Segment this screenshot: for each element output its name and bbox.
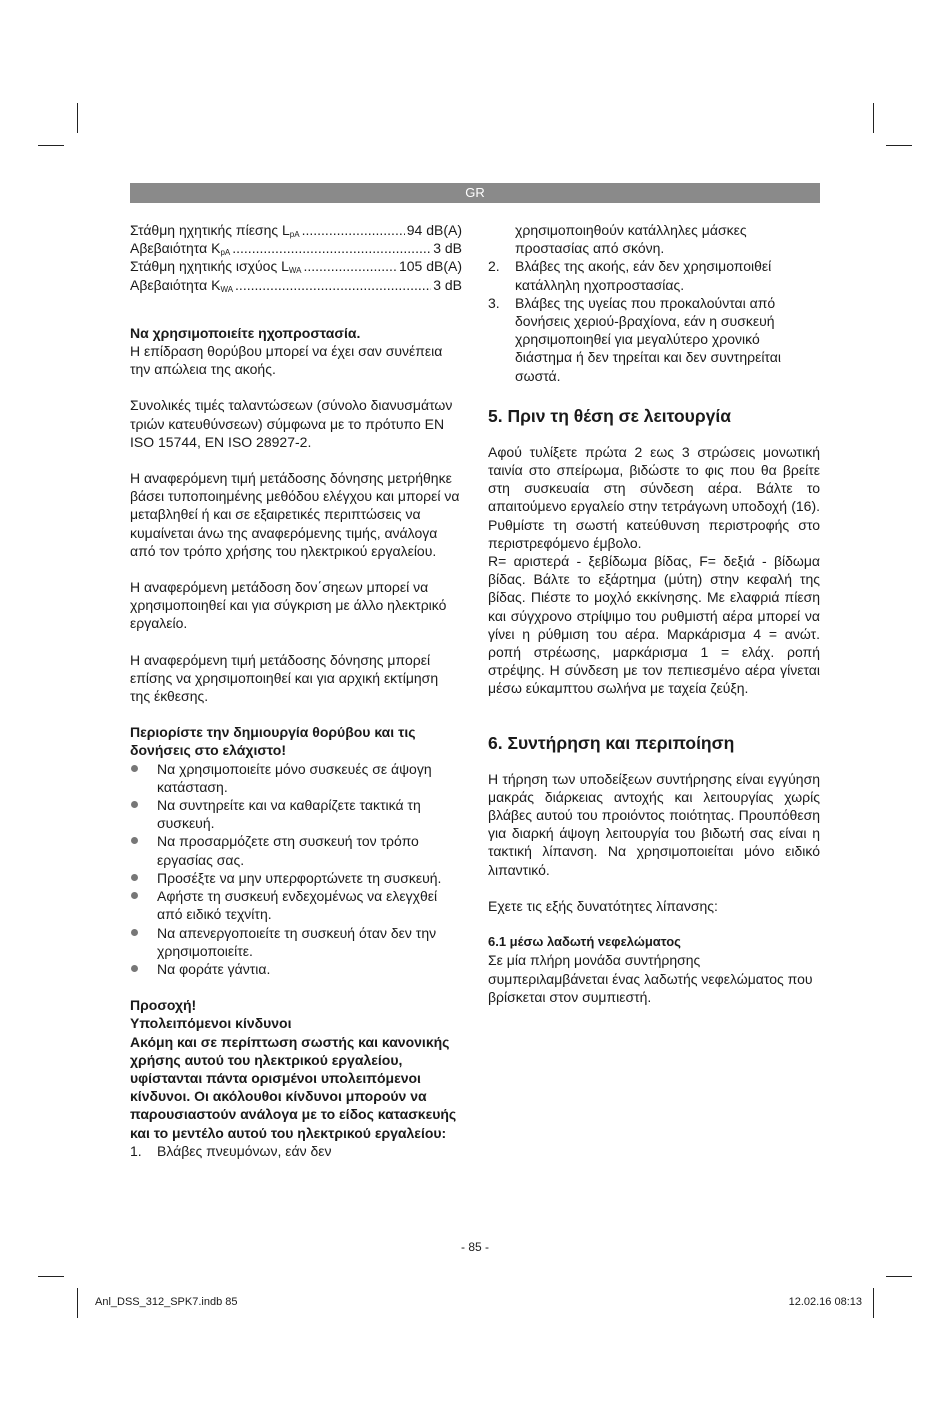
spec-row: [130, 276, 462, 294]
list-item: Να προσαρμόζετε στη συσκευή τον τρόπο εργασίας σας.: [130, 832, 462, 868]
risk-list-continued: [488, 221, 820, 385]
spec-row: [130, 257, 462, 275]
leader-dots: [303, 257, 396, 275]
list-item: Προσέξτε να μην υπερφορτώνετε τη συσκευή.: [130, 869, 462, 887]
spec-value: 3 dB: [433, 240, 462, 257]
hearing-protection-heading: Να χρησιμοποιείτε ηχοπροστασία.: [130, 324, 361, 341]
hearing-protection-text: Η επίδραση θορύβου μπορεί να έχει σαν συνέπεια την απώλεια της ακοής.: [130, 343, 443, 378]
crop-mark: [38, 145, 64, 146]
bullet-icon: [131, 837, 138, 844]
bullet-icon: [131, 929, 138, 936]
section-5-text-2: R= αριστερά - ξεβίδωμα βίδας, F= δεξιά - βίδωμα βίδας. Βάλτε το εξάρτημα (μύτη) στην κεφαλή της βίδας. Πιέστε το μοχλό εκκίνησης. Με ελαφριά πίεση και σύγχρονο στρίψιμο του ρυθμιστή αέρα μπορεί να γίνει η ρύθμιση του αέρα. Μαρκάρισμα 4 = ανώτ. ροπή στρέωσης, μαρκάρισμα 1 = ελάχ. ροπή στρέψης. Η σύνδεση με τον πεπιεσμένο αέρα γίνεται μέσω εύκαμπτου σωλήνα με ταχεία ζεύξη.: [488, 553, 820, 697]
list-item: Να χρησιμοποιείτε μόνο συσκευές σε άψογη κατάσταση.: [130, 760, 462, 796]
bullet-icon: [131, 965, 138, 972]
section-5-text: Αφού τυλίξετε πρώτα 2 εως 3 στρώσεις μονωτική ταινία στο σπείρωμα, βιδώστε το φις που θα βρείτε στη συσκευαία στη σύνδεση αέρα. Βάλτε το απαιτούμενο εργαλείο στην τετράγωνη υποδοχή (16). Ρυθμίστε τη σωστή κατεύθυνση περιστροφής στο περιστρεφόμενο έμβολο.: [488, 443, 820, 551]
spec-row: [130, 239, 462, 257]
risk-list: [130, 1142, 462, 1160]
crop-mark: [77, 1288, 78, 1318]
bullet-icon: [131, 765, 138, 772]
spec-value: 3 dB: [433, 276, 462, 293]
spec-row: [130, 221, 462, 239]
limit-noise-list: [130, 760, 462, 978]
bullet-icon: [131, 801, 138, 808]
section-5-title: 5. Πριν τη θέση σε λειτουργία: [488, 405, 732, 426]
spec-subscript: pA: [220, 248, 231, 258]
subsection-6-1-title: 6.1 μέσω λαδωτή νεφελώματος: [488, 934, 681, 950]
caution-heading: Προσοχή!: [130, 997, 197, 1014]
vibration-compare-text: Η αναφερόμενη μετάδοση δον΄σηεων μπορεί να χρησιμοποιηθεί και για σύγκριση με άλλο ηλεκτρικό εργαλείο.: [130, 579, 447, 632]
spec-subscript: WA: [288, 266, 302, 276]
crop-mark: [873, 1288, 874, 1318]
leader-dots: [235, 276, 431, 294]
left-column: [130, 221, 462, 1160]
spec-label: Στάθμη ηχητικής πίεσης L: [130, 222, 290, 238]
vibration-measured-text: Η αναφερόμενη τιμή μετάδοσης δόνησης μετρήθηκε βάσει τυποποιημένης μεθόδου ελέγχου και μπορεί να μεταβληθεί ή και σε εξαιρετικές περιπτώσεις να κυμαίνεται άνω της αναφερόμενης τιμής, ανάλογα από τον τρόπο χρήσης του ηλεκτρικού εργαλείου.: [130, 470, 460, 559]
bullet-icon: [131, 892, 138, 899]
section-6-options: Εχετε τις εξής δυνατότητες λίπανσης:: [488, 897, 718, 914]
footer-date: 12.02.16 08:13: [788, 1296, 862, 1308]
crop-mark: [886, 1276, 912, 1277]
list-item: Να απενεργοποιείτε τη συσκευή όταν δεν την χρησιμοποιείτε.: [130, 924, 462, 960]
list-item: 3. Βλάβες της υγείας που προκαλούνται από δονήσεις χεριού-βραχίονα, εάν η συσκευή χρησιμοποιηθεί για μεγαλύτερο χρονικό διάστημα ή δεν τηρείται και δεν συντηρείται σωστά.: [488, 294, 781, 384]
page-number: - 85 -: [460, 1240, 489, 1254]
list-item: Αφήστε τη συσκευή ενδεχομένως να ελεγχθεί από ειδικό τεχνίτη.: [130, 887, 462, 923]
spec-label: Αβεβαιότητα K: [130, 240, 221, 257]
list-item: Να φοράτε γάντια.: [130, 960, 462, 978]
spec-table: [130, 221, 462, 294]
language-header-bar: GR: [130, 183, 820, 203]
list-item: 1. Βλάβες πνευμόνων, εάν δεν: [130, 1142, 332, 1159]
residual-risks-text: Ακόμη και σε περίπτωση σωστής και κανονικής χρήσης αυτού του ηλεκτρικού εργαλείου, υφίστανται πάντα ορισμένοι υπολειπόμενοι κίνδυνοι. Οι ακόλουθοι κίνδυνοι μπορούν να παρουσιαστούν ανάλογα με το είδος κατασκευής και το μεντέλο αυτού του ηλεκτρικού εργαλείου:: [130, 1033, 457, 1141]
limit-noise-heading: Περιορίστε την δημιουργία θορύβου και τις δονήσεις στο ελάχιστο!: [130, 724, 416, 759]
spec-subscript: pA: [289, 230, 300, 239]
vibration-total-text: Συνολικές τιμές ταλαντώσεων (σύνολο διανυσμάτων τριών κατευθύνσεων) σύμφωνα με το πρότυπο EN ISO 15744, EN ISO 28927-2.: [130, 397, 453, 450]
right-column: [488, 221, 820, 1006]
leader-dots: [302, 221, 405, 239]
spec-value: 105 dB(A): [398, 258, 462, 275]
list-item: Να συντηρείτε και να καθαρίζετε τακτικά τη συσκευή.: [130, 796, 462, 832]
list-item: 2. Βλάβες της ακοής, εάν δεν χρησιμοποιθεί κατάλληλη ηχοπροστασίας.: [488, 258, 772, 293]
bullet-icon: [131, 874, 138, 881]
crop-mark: [77, 103, 78, 133]
vibration-estimate-text: Η αναφερόμενη τιμή μετάδοσης δόνησης μπορεί επίσης να χρησιμοποιηθεί και για αρχική εκτίμηση της έκθεσης.: [130, 651, 439, 705]
crop-mark: [886, 145, 912, 146]
spec-subscript: WA: [220, 284, 234, 294]
list-item: χρησιμοποιηθούν κατάλληλες μάσκες προστασίας από σκόνη.: [515, 222, 747, 257]
section-6-text: Η τήρηση των υποδείξεων συντήρησης είναι εγγύηση μακράς διάρκειας αντοχής και λειτουργίας χωρίς βλάβες αυτού του προιόντος ποιότητας. Προυπόθεση για διαρκή άψογη λειτουργία του βιδωτή σας είναι η τακτική λίπανση. Να χρησιμοποιείται μόνο ειδικό λιπαντικό.: [488, 770, 820, 878]
leader-dots: [232, 239, 431, 257]
section-6-title: 6. Συντήρηση και περιποίηση: [488, 732, 735, 753]
spec-value: 94 dB(A): [406, 222, 462, 238]
spec-label: Αβεβαιότητα K: [130, 276, 221, 293]
footer-file-name: Anl_DSS_312_SPK7.indb 85: [95, 1296, 238, 1308]
crop-mark: [873, 103, 874, 133]
crop-mark: [38, 1276, 64, 1277]
subsection-6-1-text: Σε μία πλήρη μονάδα συντήρησης συμπεριλαμβάνεται ένας λαδωτής νεφελώματος που βρίσκεται στον συμπιεστή.: [488, 952, 813, 1005]
spec-label: Στάθμη ηχητικής ισχύος L: [130, 258, 289, 275]
residual-risks-title: Υπολειπόμενοι κίνδυνοι: [130, 1015, 292, 1032]
